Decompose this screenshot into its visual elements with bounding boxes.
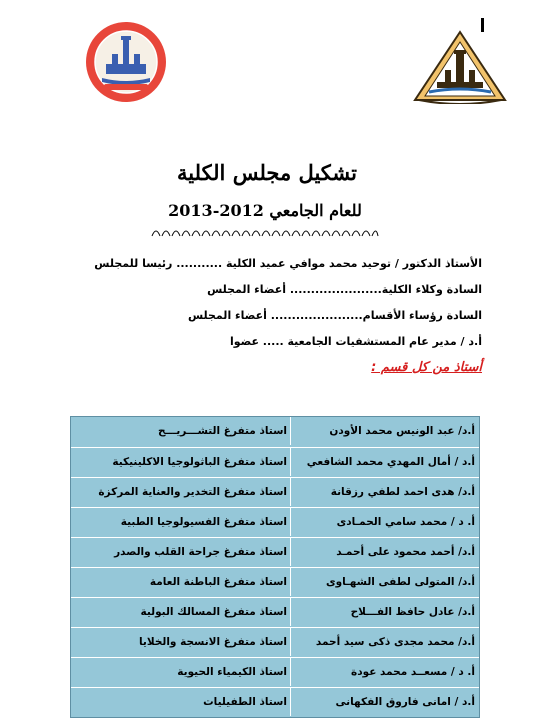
professor-name: أ.د/ عادل حافظ الفـــلاح <box>350 606 475 618</box>
professor-role: استاذ متفرغ التخدير والعناية المركزة <box>98 486 287 498</box>
table-row <box>71 477 479 506</box>
column-divider <box>290 628 291 656</box>
section-heading: أستاذ من كل قسم : <box>371 360 482 375</box>
table-row <box>71 627 479 656</box>
professor-role: استاذ متفرغ الباطنة العامة <box>149 576 287 588</box>
professor-role: استاذ متفرغ الباثولوجيا الاكلينيكية <box>112 456 287 468</box>
column-divider <box>290 658 291 686</box>
column-divider <box>290 568 291 596</box>
table-row <box>71 597 479 626</box>
professor-name: أ.د/ محمد مجدى ذكى سيد أحمد <box>315 636 475 648</box>
member-line: الأستاذ الدكتور / توحيد محمد موافي عميد الكلية ........... رئيسا للمجلس <box>94 257 482 270</box>
professor-name: أ.د/ هدى احمد لطفي رزقانة <box>330 486 475 498</box>
faculty-emblem-logo <box>413 30 507 104</box>
professor-role: استاذ متفرغ الانسجة والخلايا <box>138 636 287 648</box>
table-row <box>71 447 479 476</box>
member-line: أ.د / مدير عام المستشفيات الجامعية ..... عضوا <box>229 335 482 348</box>
professor-name: أ.د/ عبد الونيس محمد الأودن <box>329 425 475 437</box>
member-line: السادة وكلاء الكلية...................... أعضاء المجلس <box>207 283 482 296</box>
column-divider <box>290 538 291 566</box>
professor-name: أ.د / أمال المهدي محمد الشافعي <box>306 456 475 468</box>
professor-name: أ. د / محمد سامي الحمـادى <box>336 516 475 528</box>
department-professors-table <box>70 416 480 718</box>
column-divider <box>290 448 291 476</box>
table-row <box>71 537 479 566</box>
column-divider <box>290 508 291 536</box>
table-row <box>71 567 479 596</box>
table-row <box>71 687 479 716</box>
column-divider <box>290 478 291 506</box>
professor-role: استاذ متفرغ التشـــريـــح <box>158 425 287 437</box>
professor-role: استاذ متفرغ الفسيولوجيا الطبية <box>120 516 287 528</box>
member-line: السادة رؤساء الأقسام...................... أعضاء المجلس <box>187 309 482 322</box>
university-seal-logo <box>84 20 168 104</box>
professor-role: استاذ متفرغ المسالك البولية <box>140 606 287 618</box>
decorative-border <box>150 226 380 238</box>
professor-role: استاذ الطفيليات <box>203 696 287 708</box>
professor-name: أ.د/ أحمد محمود على أحمـد <box>336 546 475 558</box>
column-divider <box>290 688 291 716</box>
academic-year: للعام الجامعي 2012-2013 <box>168 201 362 220</box>
professor-name: أ.د/ المتولى لطفى الشهـاوى <box>326 576 475 588</box>
table-row <box>71 417 479 445</box>
table-row <box>71 657 479 686</box>
professor-role: استاذ الكيمياء الحيوية <box>177 666 287 678</box>
table-row <box>71 507 479 536</box>
professor-name: أ.د / امانى فاروق الفكهانى <box>335 696 475 708</box>
column-divider <box>290 598 291 626</box>
column-divider <box>290 417 291 445</box>
council-members <box>42 254 482 358</box>
document-title: تشكيل مجلس الكلية <box>177 160 357 185</box>
professor-role: استاذ متفرغ جراحة القلب والصدر <box>114 546 287 558</box>
professor-name: أ. د / مسعــد محمد عودة <box>351 666 475 678</box>
